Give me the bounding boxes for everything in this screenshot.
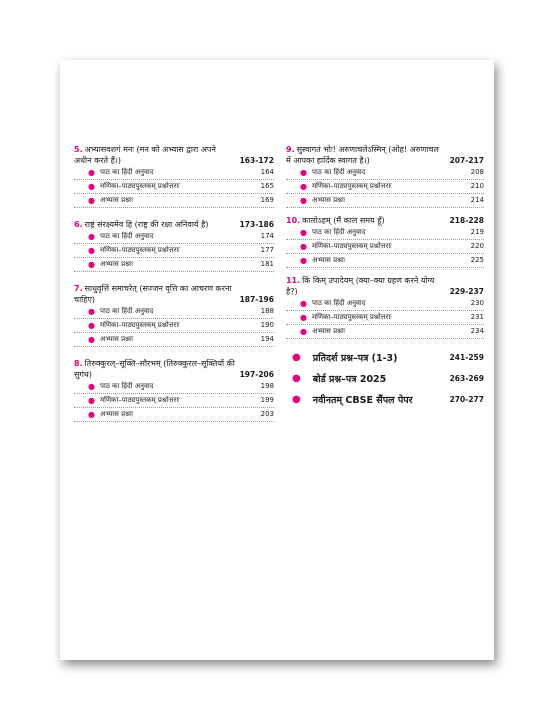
bullet-icon: ● [88, 260, 95, 269]
chapter-title [74, 283, 240, 305]
list-item [74, 258, 274, 272]
chapter-title-text: कालोऽहम् (मैं काल समय हूँ) [302, 216, 385, 225]
extra-sections [286, 347, 484, 410]
bullet-icon: ● [300, 327, 307, 336]
list-item [74, 194, 274, 208]
bullet-icon: ● [300, 313, 307, 322]
page-number: 188 [260, 307, 274, 315]
list-item [74, 333, 274, 347]
chapter-9 [286, 144, 484, 208]
list-item-label: पाठ का हिंदी अनुवाद [311, 299, 366, 307]
page-number: 208 [470, 168, 484, 176]
chapter-page-range: 187-196 [239, 295, 274, 304]
page-number: 165 [260, 182, 274, 190]
chapter-title [74, 219, 240, 230]
chapter-number: 6. [74, 220, 83, 229]
bullet-icon: ● [292, 352, 301, 363]
list-item-label: अभ्यास प्रश्नाः [99, 410, 134, 418]
extra-item-range: 241-259 [449, 353, 484, 362]
page-number: 194 [260, 335, 274, 343]
page-number: 220 [470, 242, 484, 250]
bullet-icon: ● [300, 196, 307, 205]
chapter-page-range: 229-237 [449, 287, 484, 296]
list-item-label: अभ्यास प्रश्नाः [99, 196, 134, 204]
bullet-icon: ● [88, 246, 95, 255]
chapter-number: 9. [286, 145, 295, 154]
extra-item-cbse-sample [286, 389, 484, 410]
list-item [74, 319, 274, 333]
page-number: 203 [260, 410, 274, 418]
list-item [286, 254, 484, 268]
page-number: 199 [260, 396, 274, 404]
list-item [74, 166, 274, 180]
page-number: 177 [260, 246, 274, 254]
chapter-number: 7. [74, 284, 83, 293]
list-item-label: मणिका–पाठ्यपुस्तकम् प्रश्नोत्तराः [99, 182, 180, 190]
list-item-label: अभ्यास प्रश्नाः [311, 196, 346, 204]
list-item [74, 394, 274, 408]
list-item-label: अभ्यास प्रश्नाः [311, 256, 346, 264]
page-number: 210 [470, 182, 484, 190]
list-item [74, 244, 274, 258]
bullet-icon: ● [300, 299, 307, 308]
bullet-icon: ● [88, 410, 95, 419]
page-number: 225 [470, 256, 484, 264]
list-item [286, 180, 484, 194]
contents-column-left [74, 144, 274, 433]
chapter-5 [74, 144, 274, 208]
list-item [74, 305, 274, 319]
list-item [74, 180, 274, 194]
chapter-title-text: अभ्यासवशगं मनः (मन को अभ्यास द्वारा अपने अधीन करते हैं।) [74, 145, 216, 165]
page-number: 181 [260, 260, 274, 268]
bullet-icon: ● [88, 232, 95, 241]
chapter-title-text: सुस्वागतं भोः! अरुणाचलेऽस्मिन् (ओह! अरुणाचल में आपका हार्दिक स्वागत है।) [286, 145, 439, 165]
bullet-icon: ● [88, 396, 95, 405]
list-item [286, 311, 484, 325]
bullet-icon: ● [300, 256, 307, 265]
list-item-label: पाठ का हिंदी अनुवाद [99, 232, 154, 240]
list-item-label: पाठ का हिंदी अनुवाद [311, 228, 366, 236]
list-item-label: मणिका–पाठ्यपुस्तकम् प्रश्नोत्तराः [99, 321, 180, 329]
extra-item-label: नवीनतम् CBSE सैंपल पेपर [312, 395, 413, 406]
page-number: 214 [470, 196, 484, 204]
page-number: 174 [260, 232, 274, 240]
chapter-title-text: किं किम् उपादेयम् (क्या–क्या ग्रहण करने योग्य है?) [286, 276, 435, 296]
extra-item-label: प्रतिदर्श प्रश्न–पत्र (1-3) [312, 353, 398, 364]
page-number: 198 [260, 382, 274, 390]
extra-item-label: बोर्ड प्रश्न–पत्र 2025 [312, 374, 387, 385]
list-item-label: मणिका–पाठ्यपुस्तकम् प्रश्नोत्तराः [99, 246, 180, 254]
list-item-label: पाठ का हिंदी अनुवाद [311, 168, 366, 176]
chapter-7 [74, 283, 274, 347]
chapter-number: 11. [286, 276, 301, 285]
bullet-icon: ● [300, 228, 307, 237]
list-item-label: अभ्यास प्रश्नाः [99, 260, 134, 268]
chapter-11 [286, 275, 484, 339]
chapter-page-range: 173-186 [239, 220, 274, 229]
list-item-label: मणिका–पाठ्यपुस्तकम् प्रश्नोत्तराः [99, 396, 180, 404]
extra-item-board-paper [286, 368, 484, 389]
bullet-icon: ● [88, 335, 95, 344]
chapter-6 [74, 219, 274, 272]
chapter-page-range: 218-228 [449, 216, 484, 225]
extra-item-range: 270-277 [449, 395, 484, 404]
page-number: 169 [260, 196, 274, 204]
list-item-label: अभ्यास प्रश्नाः [311, 327, 346, 335]
extra-item-sample-papers [286, 347, 484, 368]
chapter-8 [74, 358, 274, 422]
list-item-label: अभ्यास प्रश्नाः [99, 335, 134, 343]
bullet-icon: ● [88, 382, 95, 391]
list-item [74, 408, 274, 422]
chapter-title-text: साधुवृत्तिं समाचरेत् (सज्जन वृत्ति का आचरण करना चाहिए) [74, 284, 232, 304]
chapter-page-range: 163-172 [239, 156, 274, 165]
chapter-10 [286, 215, 484, 268]
list-item-label: पाठ का हिंदी अनुवाद [99, 382, 154, 390]
bullet-icon: ● [88, 307, 95, 316]
list-item [74, 380, 274, 394]
chapter-title [286, 275, 450, 297]
bullet-icon: ● [292, 394, 301, 405]
list-item-label: मणिका–पाठ्यपुस्तकम् प्रश्नोत्तराः [311, 182, 392, 190]
chapter-title [74, 144, 240, 166]
page-number: 230 [470, 299, 484, 307]
bullet-icon: ● [88, 196, 95, 205]
chapter-title [74, 358, 240, 380]
list-item-label: पाठ का हिंदी अनुवाद [99, 168, 154, 176]
page-number: 190 [260, 321, 274, 329]
list-item [286, 226, 484, 240]
list-item [286, 240, 484, 254]
bullet-icon: ● [300, 168, 307, 177]
bullet-icon: ● [300, 182, 307, 191]
bullet-icon: ● [292, 373, 301, 384]
bullet-icon: ● [88, 168, 95, 177]
contents-column-right [286, 144, 484, 410]
list-item [286, 325, 484, 339]
list-item-label: मणिका–पाठ्यपुस्तकम् प्रश्नोत्तराः [311, 313, 392, 321]
page-number: 219 [470, 228, 484, 236]
chapter-number: 8. [74, 359, 83, 368]
chapter-title [286, 144, 450, 166]
book-page [60, 60, 494, 660]
chapter-title-text: राष्ट्रं संरक्ष्यमेव हि (राष्ट्र की रक्षा अनिवार्य है) [84, 220, 209, 229]
page-number: 164 [260, 168, 274, 176]
list-item [286, 194, 484, 208]
chapter-title [286, 215, 450, 226]
chapter-title-text: तिरुक्कुरल्–सूक्ति–सौरभम् (तिरुक्कुरल–सूक्तियों की सुगंध) [74, 359, 235, 379]
list-item [286, 297, 484, 311]
bullet-icon: ● [88, 182, 95, 191]
chapter-page-range: 197-206 [239, 370, 274, 379]
page-number: 234 [470, 327, 484, 335]
bullet-icon: ● [300, 242, 307, 251]
list-item-label: पाठ का हिंदी अनुवाद [99, 307, 154, 315]
chapter-number: 10. [286, 216, 301, 225]
extra-item-range: 263-269 [449, 374, 484, 383]
chapter-page-range: 207-217 [449, 156, 484, 165]
page-number: 231 [470, 313, 484, 321]
list-item [286, 166, 484, 180]
chapter-number: 5. [74, 145, 83, 154]
list-item-label: मणिका–पाठ्यपुस्तकम् प्रश्नोत्तराः [311, 242, 392, 250]
list-item [74, 230, 274, 244]
bullet-icon: ● [88, 321, 95, 330]
